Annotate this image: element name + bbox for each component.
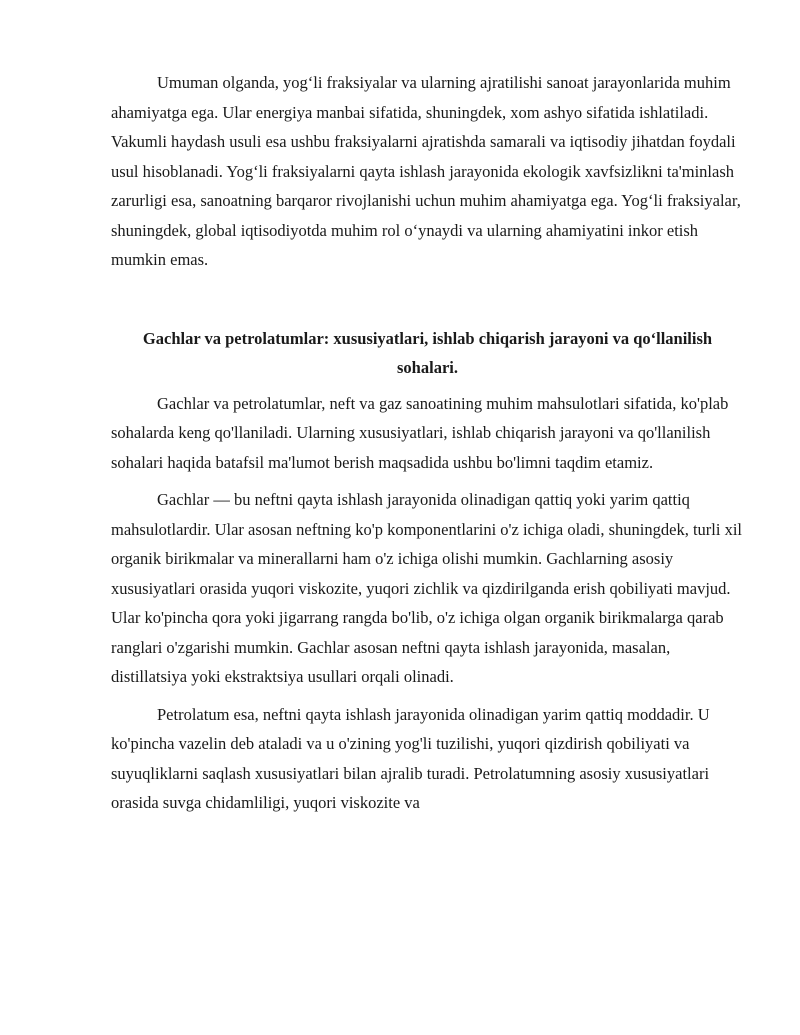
section-paragraph-petrolatum: Petrolatum esa, neftni qayta ishlash jarayonida olinadigan yarim qattiq moddadir. U ko'pincha vazelin deb ataladi va u o'zining yog'li tuzilishi, yuqori qizdirish qobiliyati va suyuqliklarni saqlash xususiyatlari bilan ajralib turadi. Petrolatumning asosiy xususiyatlari orasida suvga chidamliligi, yuqori viskozite va [111, 704, 710, 812]
document-page [111, 68, 744, 818]
section-heading: Gachlar va petrolatumlar: xususiyatlari, ishlab chiqarish jarayoni va qo‘llanilish sohalari. [142, 328, 713, 377]
section-paragraph-intro: Gachlar va petrolatumlar, neft va gaz sanoatining muhim mahsulotlari sifatida, ko'plab sohalarda keng qo'llaniladi. Ularning xususiyatlari, ishlab chiqarish jarayoni va qo'llanilish sohalari haqida batafsil ma'lumot berish maqsadida ushbu bo'limni taqdim etamiz. [111, 393, 729, 472]
section-paragraph-gachlar: Gachlar — bu neftni qayta ishlash jarayonida olinadigan qattiq yoki yarim qattiq mahsulotlardir. Ular asosan neftning ko'p komponentlarini o'z ichiga oladi, shuningdek, turli xil organik birikmalar va minerallarni ham o'z ichiga olishi mumkin. Gachlarning asosiy xususiyatlari orasida yuqori viskozite, yuqori zichlik va qizdirilganda erish qobiliyati mavjud. Ular ko'pincha qora yoki jigarrang rangda bo'lib, o'z ichiga olgan organik birikmalarga qarab ranglari o'zgarishi mumkin. Gachlar asosan neftni qayta ishlash jarayonida, masalan, distillatsiya yoki ekstraktsiya usullari orqali olinadi. [111, 490, 742, 686]
intro-paragraph: Umuman olganda, yog‘li fraksiyalar va ularning ajratilishi sanoat jarayonlarida muhim ahamiyatga ega. Ular energiya manbai sifatida, shuningdek, xom ashyo sifatida ishlatiladi. Vakumli haydash usuli esa ushbu fraksiyalarni ajratishda samarali va iqtisodiy jihatdan foydali usul hisoblanadi. Yog‘li fraksiyalarni qayta ishlash jarayonida ekologik xavfsizlikni ta'minlash zarurligi esa, sanoatning barqaror rivojlanishi uchun muhim ahamiyatga ega. Yog‘li fraksiyalar, shuningdek, global iqtisodiyotda muhim rol o‘ynaydi va ularning ahamiyatini inkor etish mumkin emas. [111, 73, 741, 269]
